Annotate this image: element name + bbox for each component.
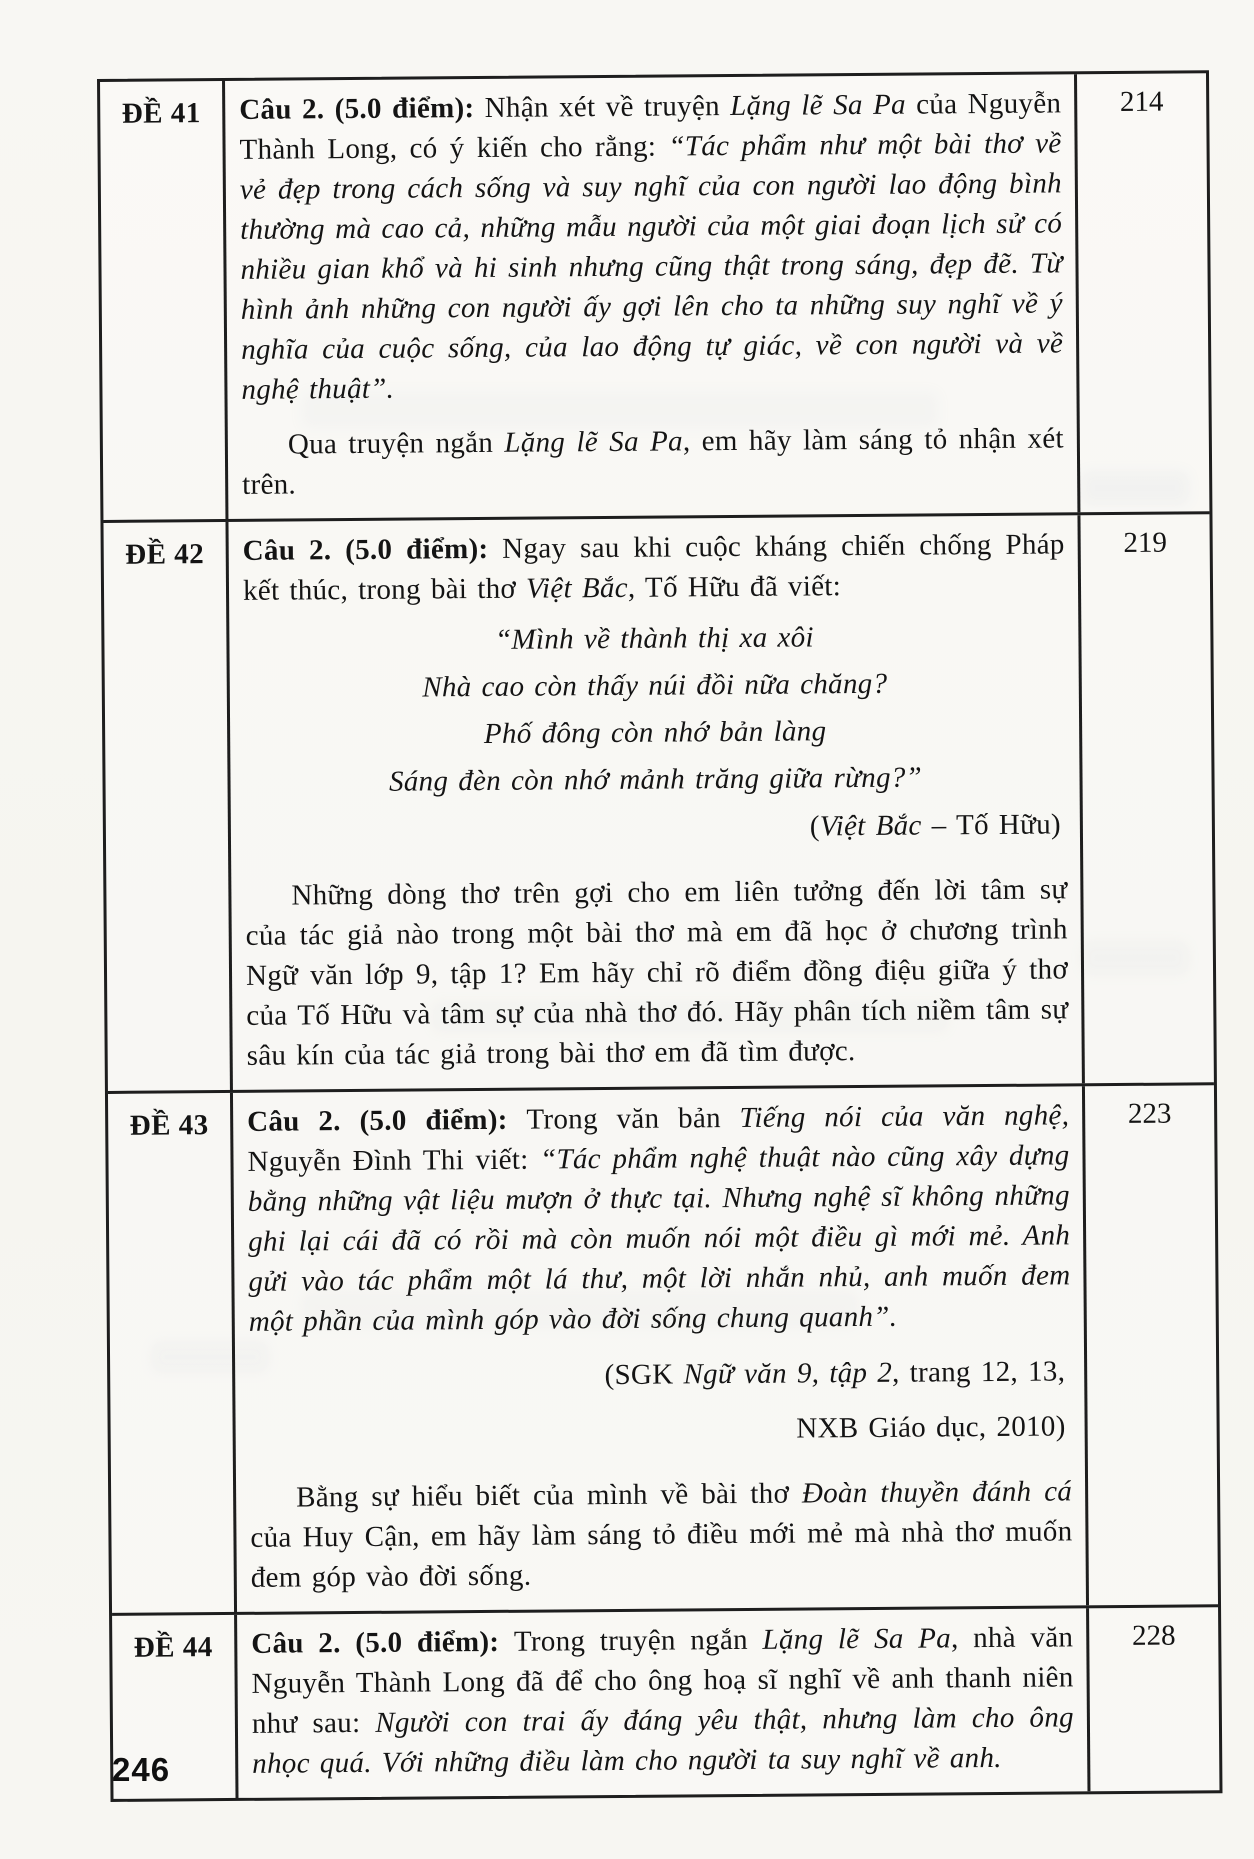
text-segment: Câu 2. (5.0 điểm): xyxy=(242,532,503,567)
table-row xyxy=(100,73,1209,520)
text-segment: Bằng sự hiểu biết của mình về bài thơ xyxy=(296,1477,803,1514)
question-paragraph xyxy=(250,1471,1073,1597)
text-segment: Câu 2. (5.0 điểm): xyxy=(247,1103,527,1138)
footer-page-number: 246 xyxy=(112,1751,171,1788)
de-label: ĐỀ 44 xyxy=(112,1615,238,1799)
text-segment: Việt Bắc xyxy=(525,571,629,605)
questions-table xyxy=(97,70,1222,1802)
text-segment: Ngữ văn 9, tập 2 xyxy=(683,1356,893,1391)
poem-line xyxy=(244,706,1066,759)
text-segment: “Tác phẩm như một bài thơ về vẻ đẹp trong cách sống và suy nghĩ của con người lao động bình thường mà cao cả, những mẫu người của một giai đoạn lịch sử có nhiều gian khổ và hi sinh nhưng cũng thật trong sáng, đẹp đẽ. Từ hình ảnh những con người ấy gợi lên cho ta những suy nghĩ về ý nghĩa của cuộc sống, của lao động tự giác, về con người và về nghệ thuật”. xyxy=(239,127,1064,406)
text-segment: , Tố Hữu đã viết: xyxy=(627,570,842,604)
text-segment: NXB Giáo dục, 2010) xyxy=(796,1410,1066,1445)
page-number: 214 xyxy=(1074,73,1209,512)
question-content xyxy=(237,1608,1087,1798)
text-segment: Câu 2. (5.0 điểm): xyxy=(239,91,485,126)
question-content xyxy=(225,74,1077,519)
text-segment: Câu 2. (5.0 điểm): xyxy=(251,1625,515,1660)
text-segment: Nguyễn Đình Thi viết: xyxy=(247,1143,541,1178)
text-segment: Những dòng thơ trên gợi cho em liên tưởng đến lời tâm sự của tác giả nào trong một bài thơ mà em đã học ở chương trình Ngữ văn lớp 9, tập 1? Em hãy chỉ rõ điểm đồng điệu giữa ý thơ của Tố Hữu và tâm sự của nhà thơ đó. Hãy phân tích niềm tâm sự sâu kín của tác giả trong bài thơ em đã tìm được. xyxy=(245,873,1069,1072)
table-row xyxy=(112,1604,1219,1799)
de-label: ĐỀ 42 xyxy=(103,522,232,1091)
text-segment: , nhà văn Nguyễn Thành Long đã để cho ông hoạ sĩ nghĩ về anh thanh niên như sau: xyxy=(251,1621,1074,1740)
question-paragraph xyxy=(239,83,1063,409)
de-label: ĐỀ 43 xyxy=(108,1093,237,1613)
text-segment: Lặng lẽ Sa Pa xyxy=(504,425,684,459)
table-row xyxy=(103,511,1213,1091)
question-paragraph xyxy=(251,1617,1074,1783)
text-segment: , trang 12, 13, xyxy=(891,1355,1066,1389)
question-paragraph xyxy=(245,869,1069,1075)
text-segment: Ngay sau khi cuộc kháng chiến chống Pháp kết thúc, trong bài thơ xyxy=(242,528,1065,607)
table-row xyxy=(108,1082,1218,1613)
poem-line xyxy=(244,753,1066,806)
text-segment: , em hãy làm sáng tỏ nhận xét trên. xyxy=(242,422,1064,501)
text-segment: của Huy Cận, em hãy làm sáng tỏ điều mới mẻ mà nhà thơ muốn đem góp vào đời sống. xyxy=(250,1515,1073,1594)
text-segment: Lặng lẽ Sa Pa xyxy=(762,1622,952,1656)
text-segment: “Mình về thành thị xa xôi xyxy=(494,621,814,656)
citation-line xyxy=(249,1349,1071,1400)
citation-line xyxy=(245,802,1067,853)
question-paragraph xyxy=(242,418,1065,504)
citation-line xyxy=(249,1404,1071,1455)
text-segment: Tiếng nói của văn nghệ, xyxy=(739,1099,1070,1134)
text-segment: – Tố Hữu) xyxy=(921,808,1062,842)
text-segment: của Nguyễn Thành Long, có ý kiến cho rằng: xyxy=(239,87,1062,166)
page-number: 219 xyxy=(1077,514,1213,1083)
text-segment: Nhận xét về truyện xyxy=(484,90,731,124)
poem-line xyxy=(244,659,1066,712)
question-paragraph xyxy=(243,524,1066,610)
text-segment: Đoàn thuyền đánh cá xyxy=(801,1475,1073,1510)
text-segment: ( xyxy=(809,810,820,843)
question-paragraph xyxy=(247,1095,1071,1341)
de-label: ĐỀ 41 xyxy=(100,81,228,520)
text-segment: Trong văn bản xyxy=(526,1101,740,1136)
page-number: 223 xyxy=(1082,1085,1218,1605)
poem-line xyxy=(243,612,1065,665)
question-content xyxy=(233,1086,1086,1612)
text-segment: Việt Bắc xyxy=(819,809,922,843)
question-content xyxy=(228,515,1081,1090)
text-segment: Người con trai ấy đáng yêu thật, nhưng làm cho ông nhọc quá. Với những điều làm cho người ta suy nghĩ về anh. xyxy=(252,1701,1075,1780)
text-segment: Lặng lẽ Sa Pa xyxy=(730,88,906,123)
text-segment: (SGK xyxy=(604,1358,684,1392)
text-segment: Phố đông còn nhớ bản làng xyxy=(483,715,827,750)
text-segment: Qua truyện ngắn xyxy=(287,426,505,461)
page-number: 228 xyxy=(1086,1607,1219,1791)
text-segment: Sáng đèn còn nhớ mảnh trăng giữa rừng?” xyxy=(388,761,923,798)
text-segment: Trong truyện ngắn xyxy=(513,1623,763,1658)
text-segment: Nhà cao còn thấy núi đồi nữa chăng? xyxy=(422,667,888,704)
text-segment: “Tác phẩm nghệ thuật nào cũng xây dựng bằng những vật liệu mượn ở thực tại. Nhưng nghệ sĩ không những ghi lại cái đã có rồi mà còn muốn nói một điều gì mới mẻ. Anh gửi vào tác phẩm một lá thư, một lời nhắn nhủ, anh muốn đem một phần của mình góp vào đời sống chung quanh”. xyxy=(247,1139,1071,1338)
